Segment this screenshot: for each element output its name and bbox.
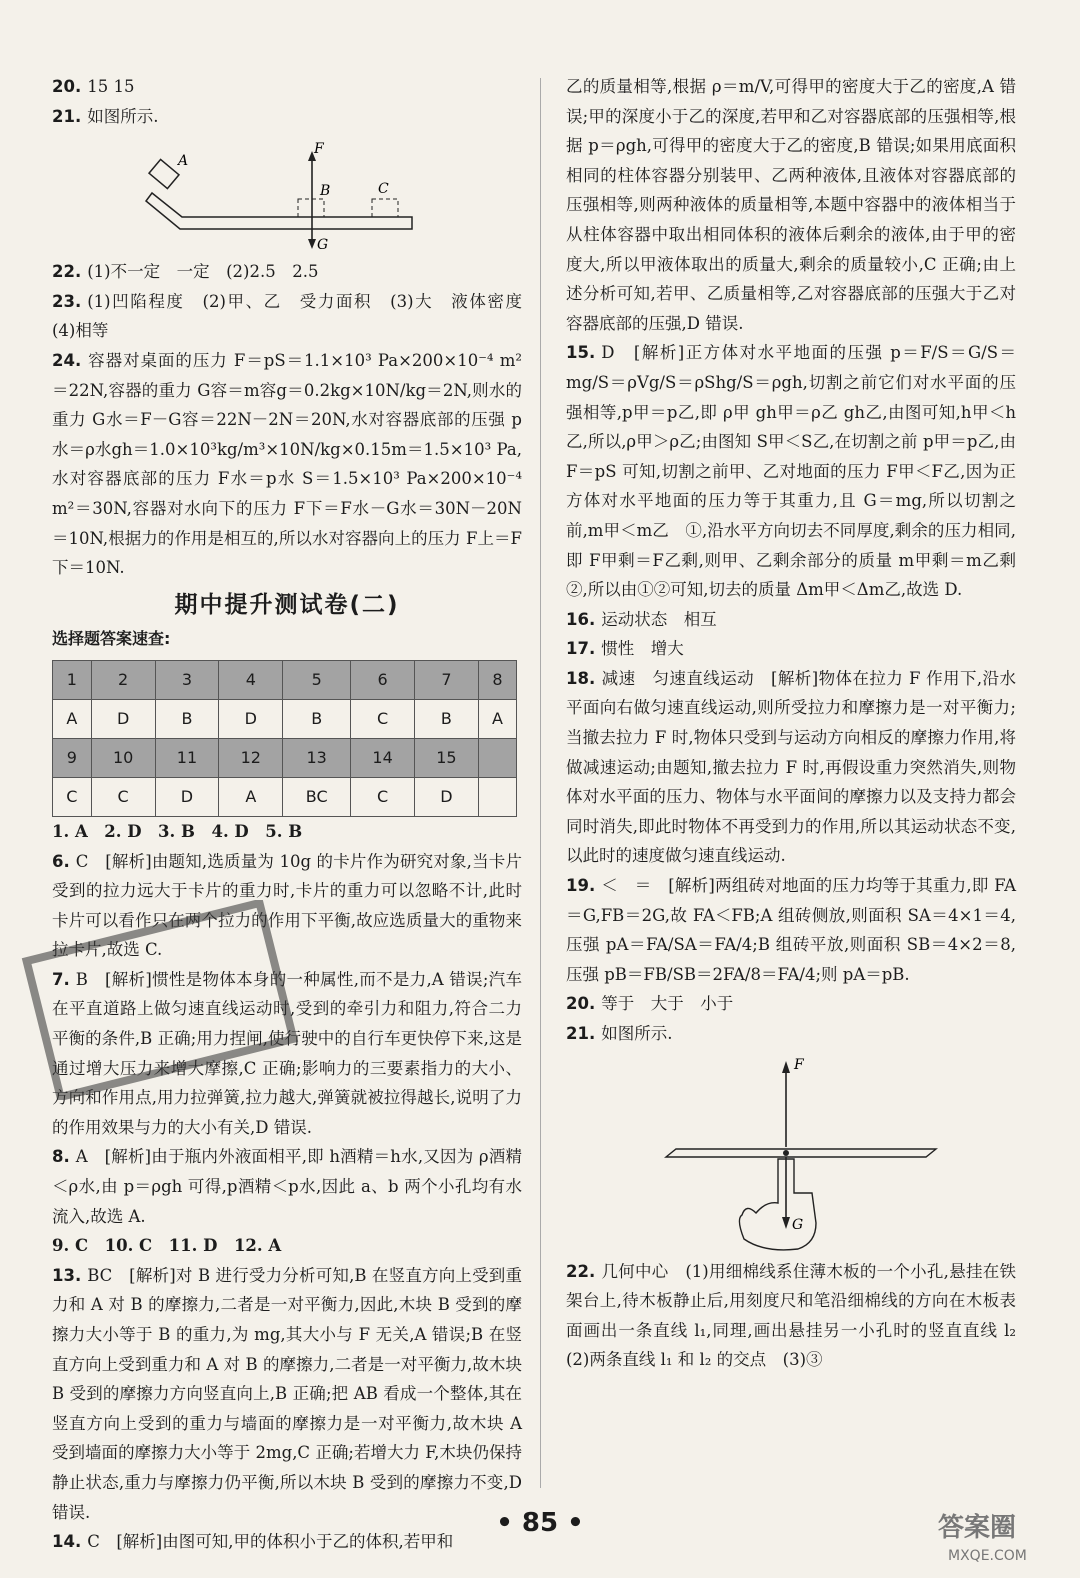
answers-9-12: 9. C 10. C 11. D 12. A <box>52 1236 282 1256</box>
question-21: 21. 如图所示. <box>566 1024 673 1043</box>
table-cell: 11 <box>155 738 219 777</box>
table-cell: 14 <box>351 738 415 777</box>
label-G: G <box>792 1216 804 1233</box>
question-13: 13. BC [解析]对 B 进行受力分析可知,B 在竖直方向上受到重力和 A 对 B 的摩擦力,二者是一对平衡力,因此,木块 B 受到的摩擦力大小等于 B 的重力,为 mg,其大小与 F 无关,A 错误;B 在竖直方向上受到重力和 A 对 B 的摩擦力,二者是一对平衡力,故木块 B 受到的摩擦力方向竖直向上,B 正确;把 AB 看成一个整体,其在竖直方向上受到的重力与墙面的摩擦力是一对平衡力,故木块 A 受到墙面的摩擦力大小等于 2mg,C 正确;若增大力 F,木块仍保持静止状态,重力与摩擦力仍平衡,所以木块 B 受到的摩擦力不变,D 错误. <box>52 1265 522 1522</box>
question-8: 8. A [解析]由于瓶内外液面相平,即 h酒精＝h水,又因为 ρ酒精＜ρ水,由 p＝ρgh 可得,p酒精＜p水,因此 a、b 两个小孔均有水流入,故选 A. <box>52 1147 522 1226</box>
table-cell: D <box>155 777 219 816</box>
incline-diagram-svg <box>52 135 522 253</box>
watermark-logo <box>928 1498 1068 1568</box>
table-cell: 4 <box>219 660 283 699</box>
table-cell: 7 <box>415 660 479 699</box>
answers-1-5: 1. A 2. D 3. B 4. D 5. B <box>52 821 303 841</box>
table-cell: D <box>219 699 283 738</box>
question-14-continued: 乙的质量相等,根据 ρ＝m/V,可得甲的密度大于乙的密度,A 错误;甲的深度小于乙的深度,若甲和乙对容器底部的压强相等,根据 p＝ρgh,可得甲的密度大于乙的密度,B 错误;如果用底面积相同的柱体容器分别装甲、乙两种液体,且液体对容器底部的压强相等,则两种液体的质量相等,本题中容器中的液体相当于从柱体容器中取出相同体积的液体后剩余的液体,由于甲的密度大,所以甲液体取出的质量大,剩余的质量较小,C 正确;由上述分析可知,若甲、乙质量相等,乙对容器底部的压强大于乙对容器底部的压强,D 错误. <box>566 77 1016 333</box>
table-row <box>53 738 517 777</box>
table-cell: 3 <box>155 660 219 699</box>
label-A: A <box>178 153 189 170</box>
question-7: 7. B [解析]惯性是物体本身的一种属性,而不是力,A 错误;汽车在平直道路上做匀速直线运动时,受到的牵引力和阻力,符合二力平衡的条件,B 正确;用力捏闸,使行驶中的自行车更快停下来,这是通过增大压力来增大摩擦,C 正确;影响力的三要素指力的大小、方向和作用点,用力拉弹簧,拉力越大,弹簧就被拉得越长,说明了力的作用效果与力的大小有关,D 错误. <box>52 969 522 1137</box>
table-cell: A <box>53 699 92 738</box>
watermark-url: MXQE.COM <box>948 1548 1027 1564</box>
table-cell: D <box>415 777 479 816</box>
question-17: 17. 惯性 增大 <box>566 639 684 659</box>
table-row <box>53 660 517 699</box>
incline-diagram <box>52 135 522 253</box>
question-14: 14. C [解析]由图可知,甲的体积小于乙的体积,若甲和 <box>52 1532 454 1552</box>
table-cell: C <box>91 777 155 816</box>
question-19: 19. ＜ ＝ [解析]两组砖对地面的压力均等于其重力,即 FA＝G,FB＝2G,故 FA＜FB;A 组砖侧放,则面积 SA＝4×1＝4,压强 pA＝FA/SA＝FA/4;B 组砖平放,则面积 SB＝4×2＝8,压强 pB＝FB/SB＝2FA/8＝FA/4;则 pA＝pB. <box>566 876 1016 984</box>
table-cell: 1 <box>53 660 92 699</box>
finger-board-svg <box>566 1053 1016 1253</box>
table-row <box>53 777 517 816</box>
table-cell: C <box>53 777 92 816</box>
finger-board-diagram <box>566 1053 1016 1253</box>
table-cell: C <box>351 777 415 816</box>
section-title: 期中提升测试卷(二) <box>174 591 400 618</box>
label-F: F <box>314 141 324 158</box>
watermark-text: 答案圈 <box>938 1513 1017 1543</box>
table-cell: A <box>478 699 516 738</box>
table-cell: 15 <box>415 738 479 777</box>
table-cell: C <box>351 699 415 738</box>
table-cell: BC <box>283 777 351 816</box>
column-divider <box>540 78 541 1488</box>
question-24: 24. 容器对桌面的压力 F＝pS＝1.1×10³ Pa×200×10⁻⁴ m²＝22N,容器的重力 G容＝m容g＝0.2kg×10N/kg＝2N,则水的重力 G水＝F－G容＝22N－2N＝20N,水对容器底部的压强 p水＝ρ水gh＝1.0×10³kg/m³×10N/kg×0.15m＝1.5×10³ Pa,水对容器底部的压力 F水＝p水 S＝1.5×10³ Pa×200×10⁻⁴ m²＝30N,容器对水向下的压力 F下＝F水－G水＝30N－20N＝10N,根据力的作用是相互的,所以水对容器向上的压力 F上＝F下＝10N. <box>52 350 522 578</box>
table-cell <box>478 738 516 777</box>
table-cell: 8 <box>478 660 516 699</box>
question-18: 18. 减速 匀速直线运动 [解析]物体在拉力 F 作用下,沿水平面向右做匀速直线运动,则所受拉力和摩擦力是一对平衡力;当撤去拉力 F 时,物体只受到与运动方向相反的摩擦力作用,将做减速运动;由题知,撤去拉力 F 时,再假设重力突然消失,则物体对水平面的压力、物体与水平面间的摩擦力以及支持力都会同时消失,即此时物体不再受到力的作用,所以其运动状态不变,以此时的速度做匀速直线运动. <box>566 668 1016 866</box>
table-cell: B <box>415 699 479 738</box>
table-cell: 9 <box>53 738 92 777</box>
label-F: F <box>794 1056 804 1073</box>
question-6: 6. C [解析]由题知,选质量为 10g 的卡片作为研究对象,当卡片受到的拉力远大于卡片的重力时,卡片的重力可以忽略不计,此时卡片可以看作只在两个拉力的作用下平衡,故应选质量大的重物来拉卡片,故选 C. <box>52 851 522 960</box>
table-cell: 2 <box>91 660 155 699</box>
table-cell: B <box>283 699 351 738</box>
table-row <box>53 699 517 738</box>
table-cell: 13 <box>283 738 351 777</box>
question-15: 15. D [解析]正方体对水平地面的压强 p＝F/S＝G/S＝mg/S＝ρVg/S＝ρShg/S＝ρgh,切割之前它们对水平面的压强相等,p甲＝p乙,即 ρ甲 gh甲＝ρ乙 gh乙,由图可知,h甲＜h乙,所以,ρ甲＞ρ乙;由图知 S甲＜S乙,在切割之前 p甲＝p乙,由 F＝pS 可知,切割之前甲、乙对地面的压力 F甲＜F乙,因为正方体对水平地面的压力等于其重力,且 G＝mg,所以切割之前,m甲＜m乙 ①,沿水平方向切去不同厚度,剩余的压力相同,即 F甲剩＝F乙剩,则甲、乙剩余部分的质量 m甲剩＝m乙剩 ②,所以由①②可知,切去的质量 Δm甲＜Δm乙,故选 D. <box>566 343 1033 600</box>
quick-answer-label: 选择题答案速查: <box>52 629 171 649</box>
stamp-overlay <box>20 900 300 1100</box>
question-23: 23. (1)凹陷程度 (2)甲、乙 受力面积 (3)大 液体密度 (4)相等 <box>52 291 539 341</box>
question-22: 22. (1)不一定 一定 (2)2.5 2.5 <box>52 262 319 282</box>
question-16: 16. 运动状态 相互 <box>566 609 717 629</box>
table-cell: B <box>155 699 219 738</box>
question-20: 20. 等于 大于 小于 <box>566 994 734 1014</box>
label-B: B <box>320 183 331 200</box>
question-22: 22. 几何中心 (1)用细棉线系住薄木板的一个小孔,悬挂在铁架台上,待木板静止后,用刻度尺和笔沿细棉线的方向在木板表面画出一条直线 l₁,同理,画出悬挂另一小孔时的竖直直线 l₂ (2)两条直线 l₁ 和 l₂ 的交点 (3)③ <box>566 1261 1033 1370</box>
page-number: • 85 • <box>496 1508 584 1538</box>
table-cell: 12 <box>219 738 283 777</box>
table-cell: 5 <box>283 660 351 699</box>
table-cell <box>478 777 516 816</box>
table-cell: D <box>91 699 155 738</box>
left-column <box>52 72 539 1557</box>
label-G: G <box>317 237 329 254</box>
question-20: 20. 15 15 <box>52 77 135 96</box>
question-21: 21. 如图所示. <box>52 106 159 126</box>
right-column <box>566 72 1033 1375</box>
answer-table <box>52 660 517 817</box>
label-C: C <box>378 181 389 198</box>
table-cell: A <box>219 777 283 816</box>
table-cell: 6 <box>351 660 415 699</box>
table-cell: 10 <box>91 738 155 777</box>
